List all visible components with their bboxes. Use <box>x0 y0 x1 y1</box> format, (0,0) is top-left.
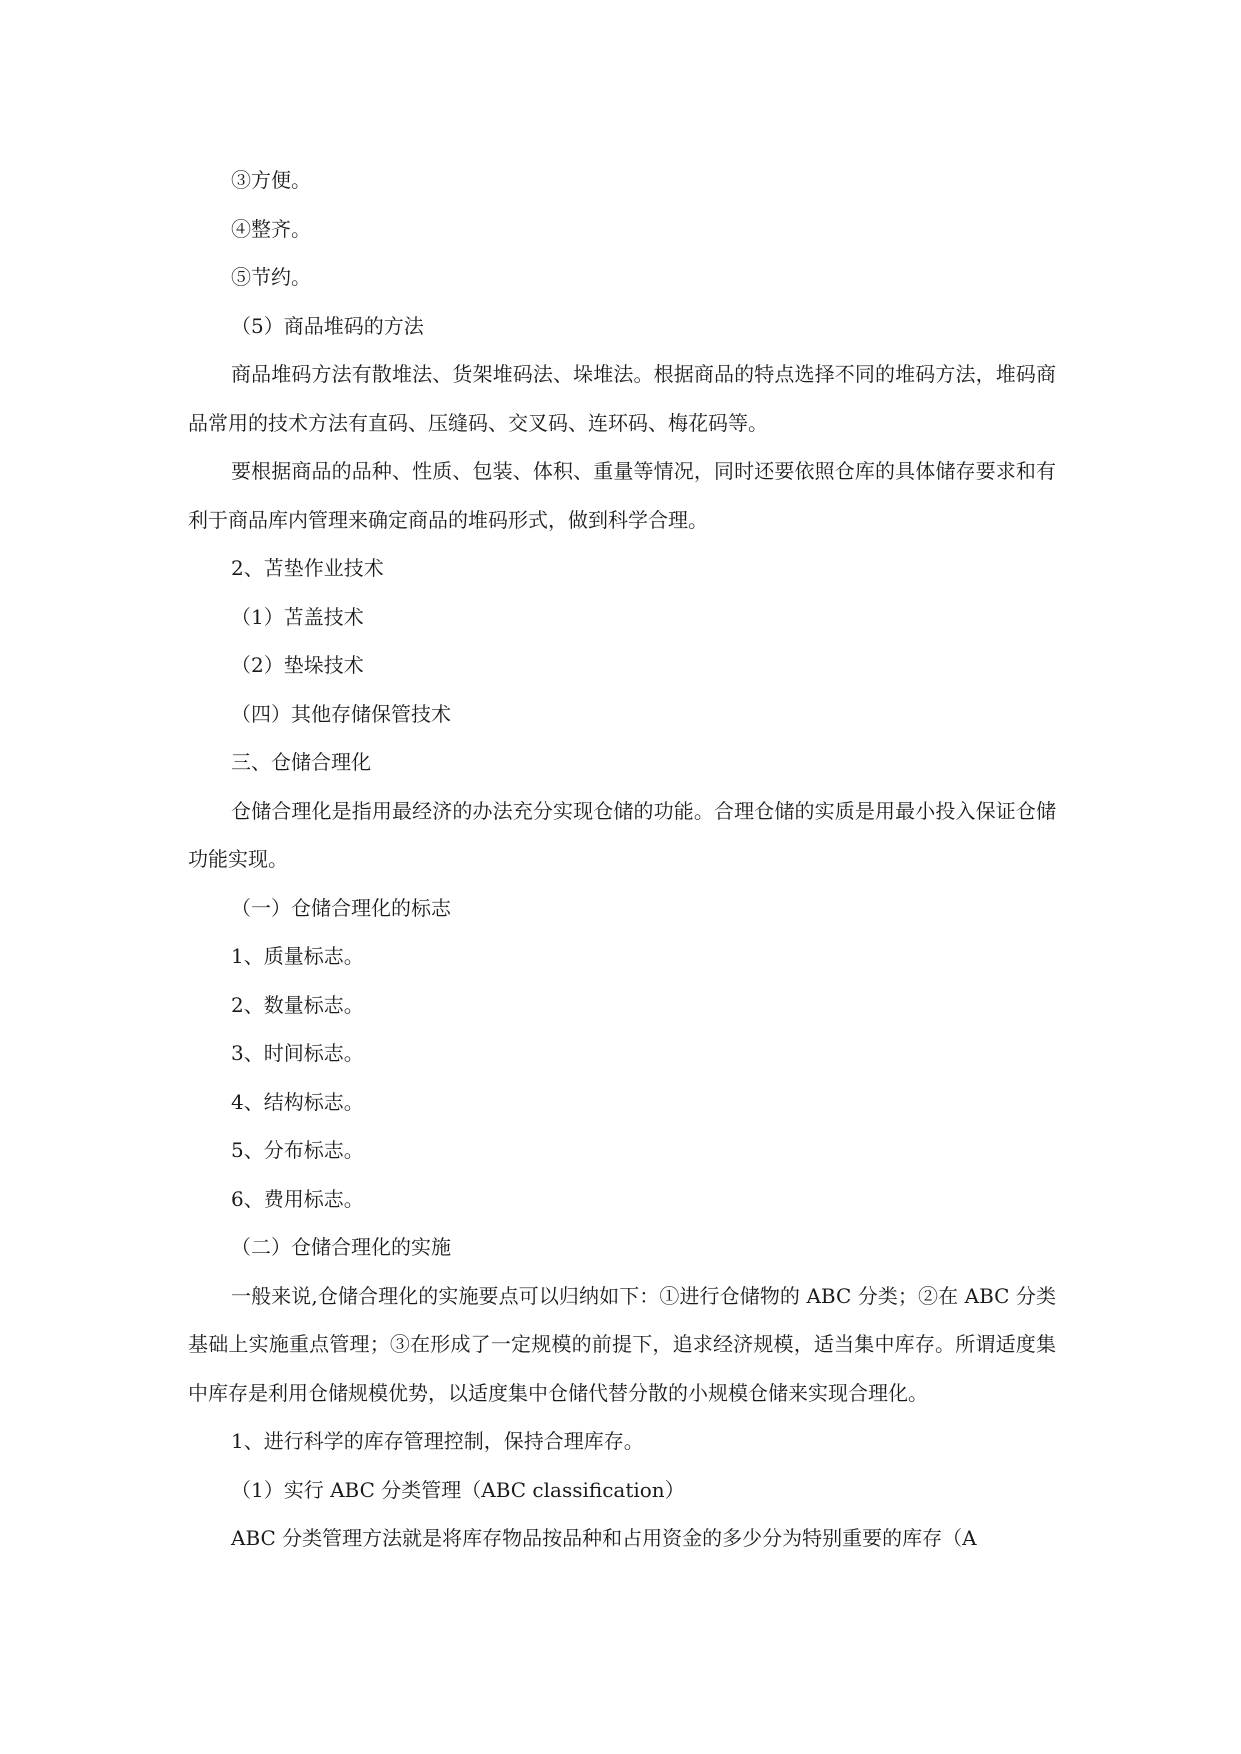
list-item-quality: 1、质量标志。 <box>231 944 364 968</box>
document-body <box>188 156 1056 1563</box>
subheading-rationalization-implementation: （二）仓储合理化的实施 <box>231 1235 451 1259</box>
subheading-padding: （2）垫垛技术 <box>231 653 364 677</box>
subheading-rationalization-signs: （一）仓储合理化的标志 <box>231 895 451 920</box>
subheading-abc-classification: （1）实行 ABC 分类管理（ABC classification） <box>231 1477 685 1502</box>
list-item-convenience: ③方便。 <box>231 168 311 192</box>
list-item-time: 3、时间标志。 <box>231 1041 364 1065</box>
heading-covering-padding: 2、苫垫作业技术 <box>231 556 384 580</box>
subheading-stacking-methods: （5）商品堆码的方法 <box>231 313 424 338</box>
subheading-covering: （1）苫盖技术 <box>231 604 364 629</box>
heading-inventory-control: 1、进行科学的库存管理控制，保持合理库存。 <box>231 1429 644 1453</box>
list-item-cost: 6、费用标志。 <box>231 1186 364 1211</box>
paragraph-stacking-methods: 商品堆码方法有散堆法、货架堆码法、垛堆法。根据商品的特点选择不同的堆码方法，堆码商品常用的技术方法有直码、压缝码、交叉码、连环码、梅花码等。 <box>188 362 1056 435</box>
heading-other-storage: （四）其他存储保管技术 <box>231 701 451 726</box>
list-item-quantity: 2、数量标志。 <box>231 992 364 1017</box>
list-item-distribution: 5、分布标志。 <box>231 1138 364 1162</box>
list-item-tidiness: ④整齐。 <box>231 216 311 241</box>
paragraph-abc-method: ABC 分类管理方法就是将库存物品按品种和占用资金的多少分为特别重要的库存（A <box>231 1526 977 1550</box>
paragraph-stacking-form: 要根据商品的品种、性质、包装、体积、重量等情况，同时还要依照仓库的具体储存要求和有利于商品库内管理来确定商品的堆码形式，做到科学合理。 <box>188 459 1056 532</box>
heading-storage-rationalization: 三、仓储合理化 <box>231 750 371 774</box>
list-item-economy: ⑤节约。 <box>231 265 311 289</box>
paragraph-rationalization-definition: 仓储合理化是指用最经济的办法充分实现仓储的功能。合理仓储的实质是用最小投入保证仓储功能实现。 <box>188 798 1056 871</box>
paragraph-implementation-points: 一般来说,仓储合理化的实施要点可以归纳如下：①进行仓储物的 ABC 分类；②在 ABC 分类基础上实施重点管理；③在形成了一定规模的前提下，追求经济规模，适当集中库存。所谓适度集中库存是利用仓储规模优势，以适度集中仓储代替分散的小规模仓储来实现合理化。 <box>188 1283 1056 1405</box>
list-item-structure: 4、结构标志。 <box>231 1089 364 1114</box>
